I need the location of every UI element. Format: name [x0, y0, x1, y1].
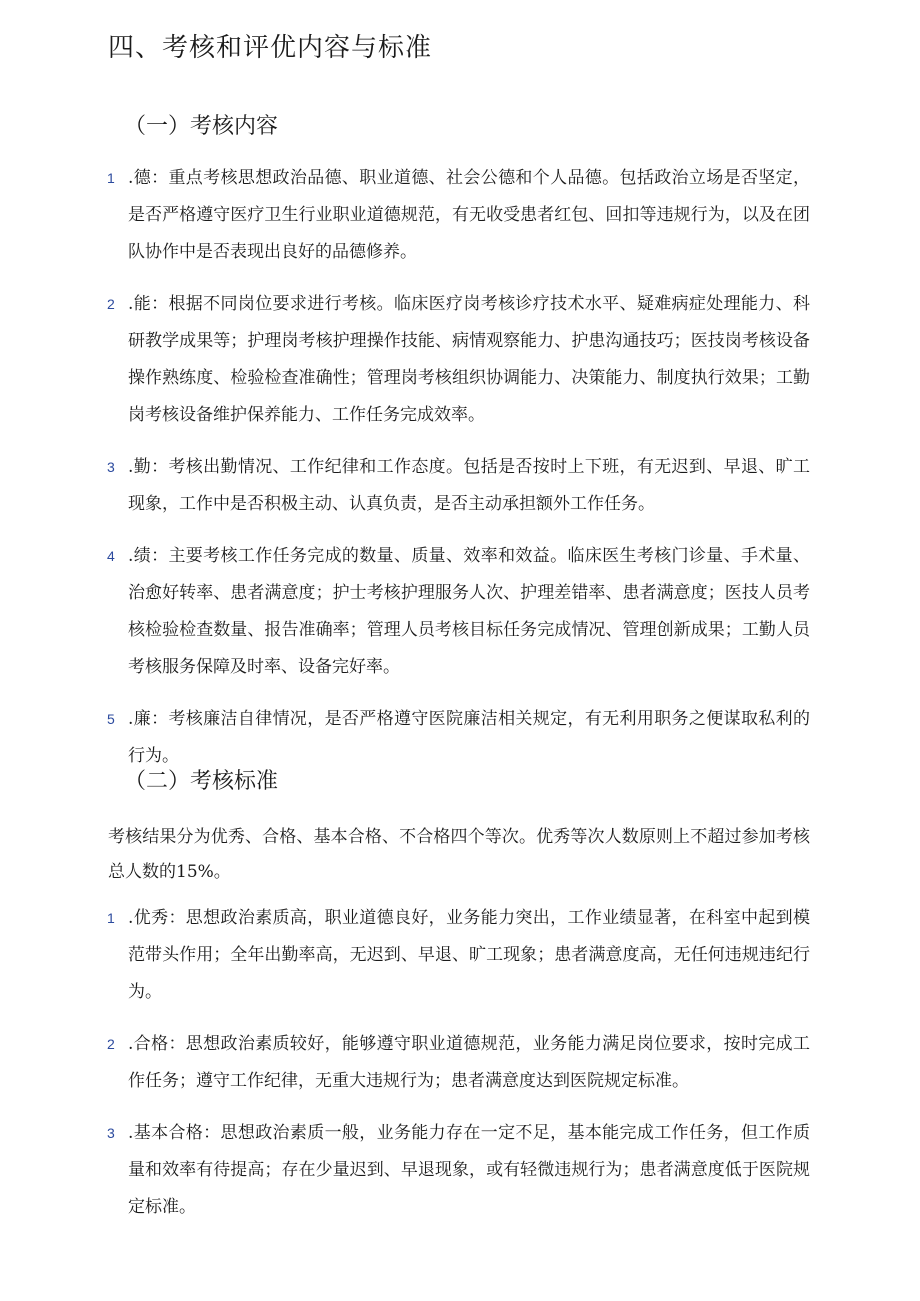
list-item	[0, 900, 920, 1011]
list-item-text: .绩：主要考核工作任务完成的数量、质量、效率和效益。临床医生考核门诊量、手术量、治愈好转率、患者满意度；护士考核护理服务人次、护理差错率、患者满意度；医技人员考核检验检查数量、报告准确率；管理人员考核目标任务完成情况、管理创新成果；工勤人员考核服务保障及时率、设备完好率。	[128, 546, 810, 677]
list-number: 2	[107, 296, 115, 312]
list-item-text: .勤：考核出勤情况、工作纪律和工作态度。包括是否按时上下班，有无迟到、早退、旷工现象，工作中是否积极主动、认真负责，是否主动承担额外工作任务。	[128, 457, 810, 514]
list-item-text: .能：根据不同岗位要求进行考核。临床医疗岗考核诊疗技术水平、疑难病症处理能力、科研教学成果等；护理岗考核护理操作技能、病情观察能力、护患沟通技巧；医技岗考核设备操作熟练度、检验检查准确性；管理岗考核组织协调能力、决策能力、制度执行效果；工勤岗考核设备维护保养能力、工作任务完成效率。	[128, 294, 810, 425]
content-list	[0, 160, 920, 790]
standards-list	[0, 900, 920, 1241]
list-number: 3	[107, 1125, 115, 1141]
list-number: 1	[107, 910, 115, 926]
list-item-text: .优秀：思想政治素质高，职业道德良好，业务能力突出，工作业绩显著，在科室中起到模范带头作用；全年出勤率高，无迟到、早退、旷工现象；患者满意度高，无任何违规违纪行为。	[128, 908, 810, 1002]
list-item	[0, 160, 920, 271]
list-number: 2	[107, 1036, 115, 1052]
list-number: 3	[107, 459, 115, 475]
list-number: 1	[107, 170, 115, 186]
list-item-text: .廉：考核廉洁自律情况，是否严格遵守医院廉洁相关规定，有无利用职务之便谋取私利的行为。	[128, 709, 810, 766]
subsection-heading-standards: （二）考核标准	[124, 769, 279, 794]
section-title: 四、考核和评优内容与标准	[108, 33, 433, 63]
list-item	[0, 1115, 920, 1226]
list-item	[0, 286, 920, 434]
list-item	[0, 1026, 920, 1100]
subsection-heading-content: （一）考核内容	[124, 114, 279, 139]
list-item-text: .合格：思想政治素质较好，能够遵守职业道德规范，业务能力满足岗位要求，按时完成工作任务；遵守工作纪律，无重大违规行为；患者满意度达到医院规定标准。	[128, 1034, 810, 1091]
list-item	[0, 538, 920, 686]
list-item-text: .基本合格：思想政治素质一般，业务能力存在一定不足，基本能完成工作任务，但工作质量和效率有待提高；存在少量迟到、早退现象，或有轻微违规行为；患者满意度低于医院规定标准。	[128, 1123, 810, 1217]
list-item-text: .德：重点考核思想政治品德、职业道德、社会公德和个人品德。包括政治立场是否坚定，是否严格遵守医疗卫生行业职业道德规范，有无收受患者红包、回扣等违规行为，以及在团队协作中是否表现出良好的品德修养。	[128, 168, 810, 262]
list-number: 4	[107, 548, 115, 564]
list-number: 5	[107, 711, 115, 727]
list-item	[0, 449, 920, 523]
standards-intro-paragraph: 考核结果分为优秀、合格、基本合格、不合格四个等次。优秀等次人数原则上不超过参加考核总人数的15%。	[108, 827, 810, 882]
list-item	[0, 701, 920, 775]
